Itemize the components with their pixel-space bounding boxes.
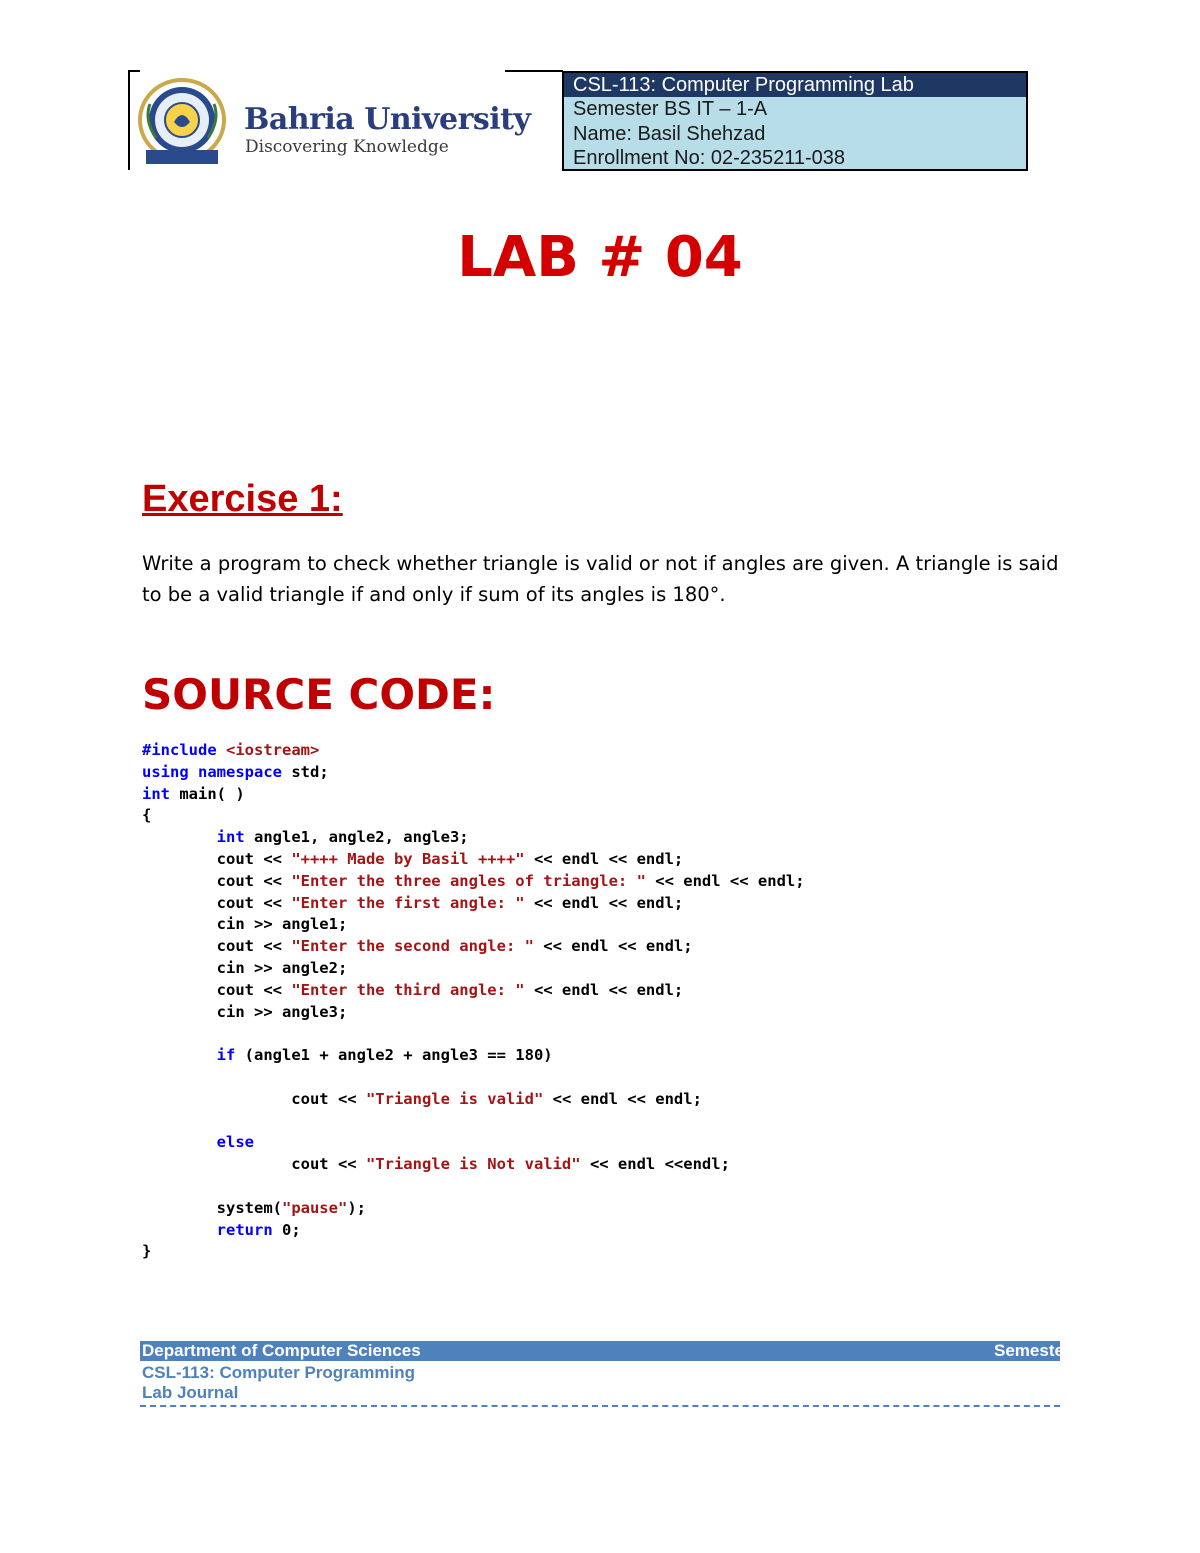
exercise-task: Write a program to check whether triangle is valid or not if angles are given. A triangle is said to be a valid triangle if and only if sum of its angles is 180°. — [142, 552, 1059, 606]
header-frame-top — [128, 70, 140, 72]
enrollment-number: Enrollment No: 02-235211-038 — [573, 147, 846, 169]
source-code-heading: SOURCE CODE: — [142, 670, 496, 719]
footer-course: CSL-113: Computer Programming — [142, 1363, 415, 1382]
university-crest-icon — [140, 74, 240, 168]
footer-divider — [140, 1405, 1060, 1407]
footer-department: Department of Computer Sciences — [142, 1341, 421, 1360]
student-name: Name: Basil Shehzad — [573, 122, 766, 145]
footer-journal: Lab Journal — [142, 1383, 239, 1402]
footer-semester: Semester — [994, 1341, 1071, 1360]
lab-title: LAB # 04 — [457, 225, 743, 290]
university-tagline: Discovering Knowledge — [245, 137, 449, 157]
university-logo — [140, 74, 531, 168]
header-frame-left — [128, 70, 130, 170]
source-code-block: #include <iostream> using namespace std; int main( ) { int angle1, angle2, angle3; cout << "++++ Made by Basil ++++" << endl << endl; cout << "Enter the three angles of triangle: " << endl << endl; cout << "Enter the first angle: " << endl << endl; cin >> angle1; cout << "Enter the second angle: " << endl << endl; cin >> angle2; cout << "Enter the third angle: " << endl << endl; cin >> angle3; if (angle1 + angle2 + angle3 == 180) cout << "Triangle is valid" << endl << endl; else cout << "Triangle is Not valid" << endl <<endl; system("pause"); return 0; } — [142, 741, 805, 1261]
semester-label: Semester BS IT – 1-A — [573, 98, 768, 120]
header-frame-top-right — [505, 70, 563, 72]
university-name: Bahria University — [244, 102, 531, 137]
course-title: CSL-113: Computer Programming Lab — [564, 73, 1026, 97]
course-info-box — [562, 71, 1028, 171]
exercise-heading: Exercise 1: — [142, 478, 343, 520]
